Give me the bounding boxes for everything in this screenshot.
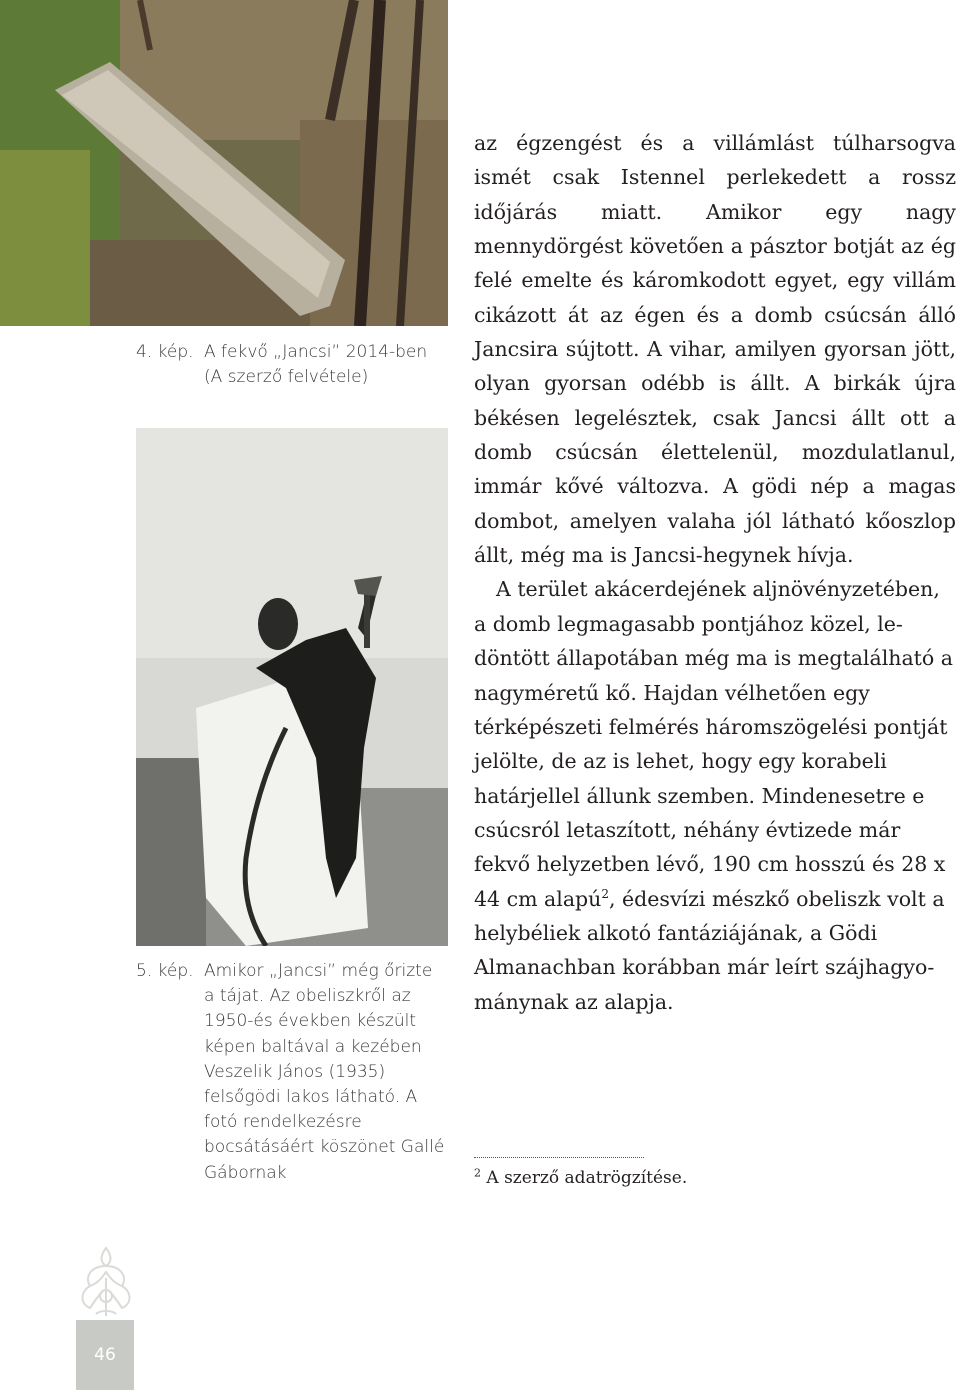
footnote-text: A szerző adatrögzítése.: [481, 1168, 688, 1188]
figure-4-number: 4. kép.: [136, 342, 194, 362]
paragraph-2-text: A terület akácerdejének aljnövényzetében, a domb legmagasabb pontjához közel, ledöntött állapotában még ma is megtalálható a nagyméretű kő. Hajdan vélhetően egy térképészeti felmérés háromszögelési pontját jelölte, de az is lehet, hogy egy korabeli határjellel állunk szemben. Mindenesetre e csúcsról letaszított, néhány évtizede már fekvő helyzetben lévő, 190 cm hosszú és 28 x 44 cm alapú: [474, 577, 953, 911]
decorative-ornament-icon: [72, 1244, 140, 1320]
page-number: 46: [94, 1345, 116, 1365]
photo-man-with-axe-1950s: [136, 428, 448, 946]
paragraph-2: [474, 572, 956, 1018]
page-number-box: [76, 1320, 134, 1390]
photo-lying-stone-2014: [0, 0, 448, 326]
figure-4-caption: [136, 340, 436, 400]
paragraph-2-text-continued: , édesvízi mészkő obeliszk volt a helybéliek alkotó fantáziájának, a Gödi Almanachban korábban már leírt szájhagyománynak az alapja.: [474, 886, 945, 1014]
figure-4-caption-text: A fekvő „Jancsi” 2014-ben (A szerző felvétele): [204, 342, 428, 388]
paragraph-1: az égzengést és a villámlást túlharsogva ismét csak Istennel perlekedett a rossz időjárás miatt. Amikor egy nagy mennydörgést követően a pásztor botját az ég felé emelte és káromkodott egyet, egy villám cikázott át az égen és a domb csúcsán álló Jancsira sújtott. A vihar, amilyen gyorsan jött, olyan gyorsan odébb is állt. A birkák újra békésen legelésztek, csak Jancsi állt ott a domb csúcsán élettelenül, mozdulatlanul, immár kővé változva. A gödi nép a magas dombot, amelyen valaha jól látható kőoszlop állt, még ma is Jancsi-hegynek hívja.: [474, 131, 956, 568]
figure-5-caption: [136, 959, 448, 1199]
footnote-reference: 2: [601, 886, 610, 901]
footnote: [474, 1166, 774, 1190]
figure-5-number: 5. kép.: [136, 961, 194, 981]
figure-5-caption-text: Amikor „Jancsi” még őrizte a tájat. Az obeliszkről az 1950-és években készült képen baltával a kezében Veszelik János (1935) felsőgödi lakos látható. A fotó rendelkezésre bocsátásáért köszönet Gallé Gábornak: [204, 961, 445, 1183]
main-text: [474, 126, 956, 1019]
footnote-marker: 2: [474, 1166, 481, 1180]
footnote-separator: [474, 1157, 644, 1158]
